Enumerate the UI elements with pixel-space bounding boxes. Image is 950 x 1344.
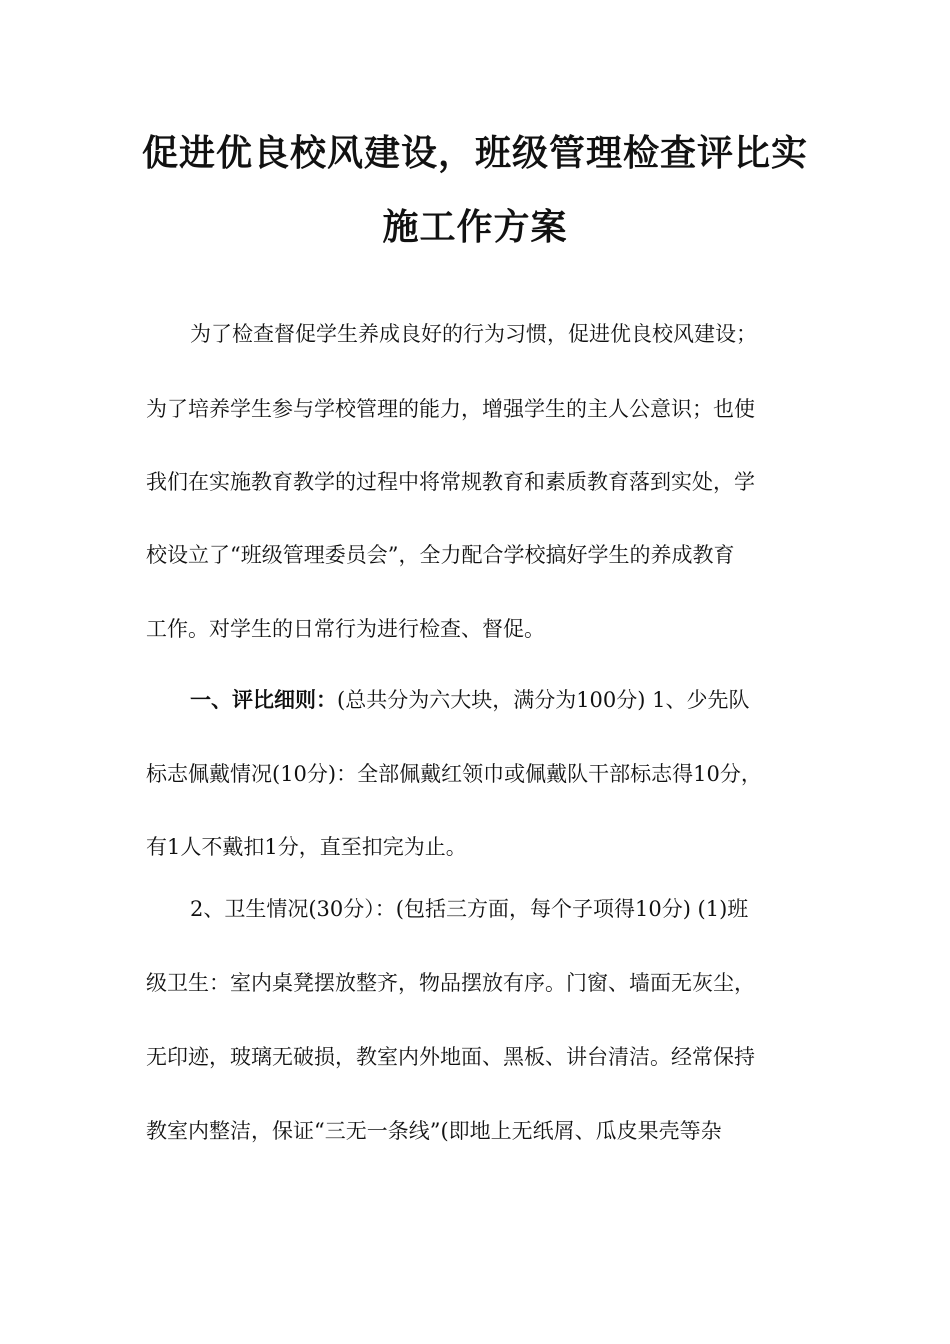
intro-paragraph-line: 为了培养学生参与学校管理的能力，增强学生的主人公意识；也使 (146, 397, 755, 421)
section2-line: 无印迹，玻璃无破损，教室内外地面、黑板、讲台清洁。经常保持 (146, 1045, 755, 1069)
section1-heading: 一、评比细则： (190, 688, 337, 712)
intro-paragraph-line: 工作。对学生的日常行为进行检查、督促。 (146, 617, 545, 641)
intro-paragraph-line: 我们在实施教育教学的过程中将常规教育和素质教育落到实处，学 (146, 470, 755, 494)
document-title-line-2: 施工作方案 (382, 207, 568, 248)
intro-paragraph-line: 校设立了“班级管理委员会”，全力配合学校搞好学生的养成教育 (146, 543, 735, 567)
document-title-line-1: 促进优良校风建设，班级管理检查评比实 (141, 133, 808, 174)
section1-line (190, 685, 810, 715)
section2-line: 级卫生：室内桌凳摆放整齐，物品摆放有序。门窗、墙面无灰尘， (146, 971, 755, 995)
section2-line: 2、卫生情况(30分）：(包括三方面，每个子项得10分) (1)班 (190, 897, 749, 921)
intro-paragraph-line: 为了检查督促学生养成良好的行为习惯，促进优良校风建设； (190, 322, 757, 346)
section2-line: 教室内整洁，保证“三无一条线”(即地上无纸屑、瓜皮果壳等杂 (146, 1119, 722, 1143)
section1-line: 标志佩戴情况(10分)：全部佩戴红领巾或佩戴队干部标志得10分， (146, 762, 762, 786)
section1-text: (总共分为六大块，满分为100分) 1、少先队 (337, 688, 750, 712)
section1-line: 有1人不戴扣1分，直至扣完为止。 (146, 835, 467, 859)
